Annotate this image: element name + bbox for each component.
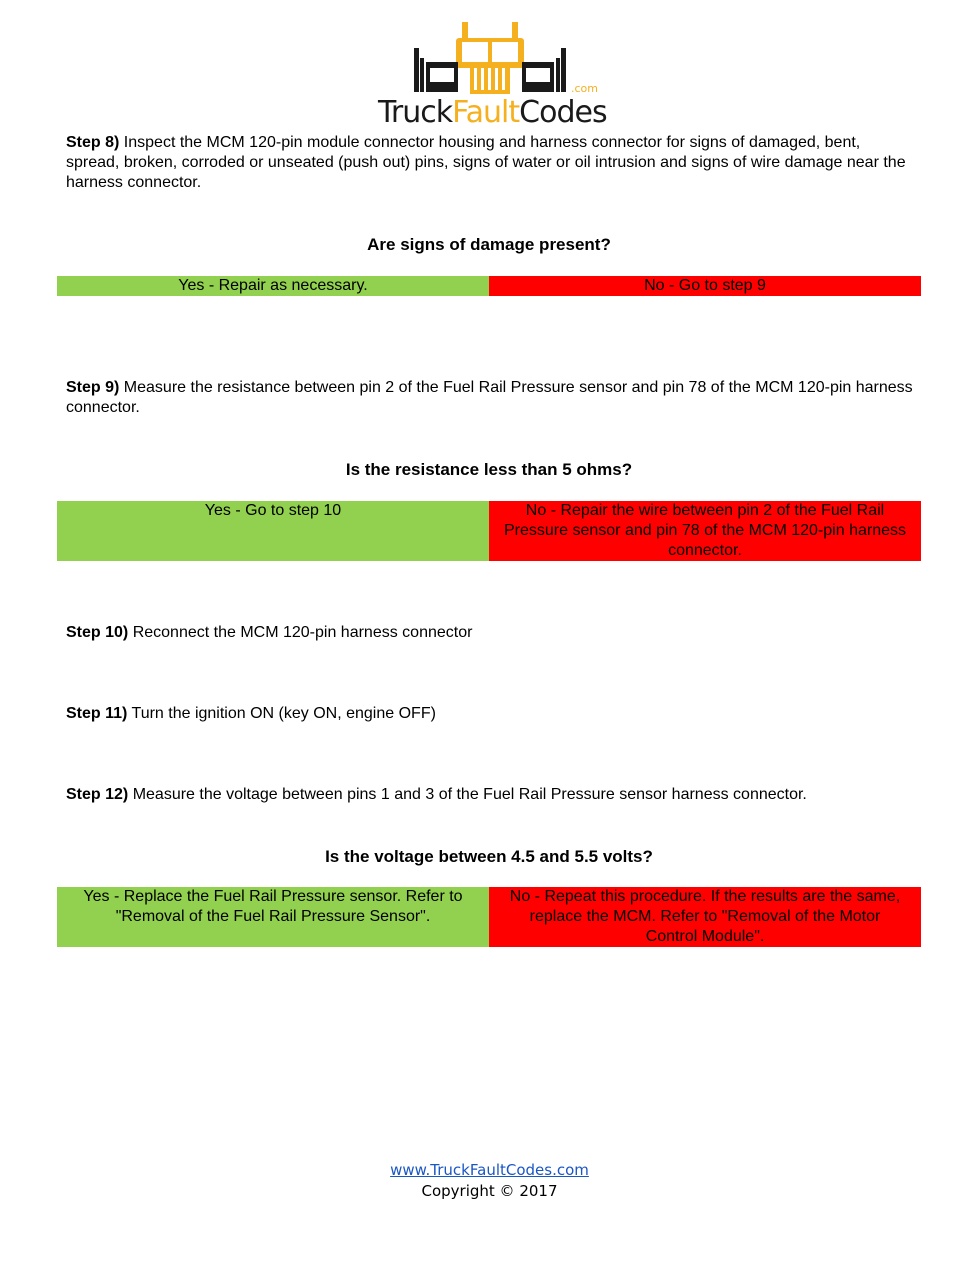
step-label: Step 8) — [66, 134, 120, 151]
step-text: Reconnect the MCM 120-pin harness connector — [132, 624, 473, 641]
step-11 — [66, 704, 916, 724]
question-voltage: Is the voltage between 4.5 and 5.5 volts? — [325, 847, 653, 866]
step-text: Measure the resistance between pin 2 of the Fuel Rail Pressure sensor and pin 78 of the MCM 120-pin harness connector. — [66, 379, 913, 416]
step-9 — [66, 378, 916, 418]
question-resistance: Is the resistance less than 5 ohms? — [345, 460, 633, 479]
step-label: Step 12) — [66, 786, 129, 803]
answer-no: No - Go to step 9 — [489, 276, 921, 296]
question-damage: Are signs of damage present? — [367, 235, 611, 254]
answer-row-damage — [57, 276, 921, 296]
step-text: Turn the ignition ON (key ON, engine OFF) — [131, 705, 436, 722]
truck-icon — [378, 18, 602, 98]
footer-copyright: Copyright © 2017 — [421, 1182, 558, 1200]
answer-yes: Yes - Repair as necessary. — [57, 276, 489, 296]
step-label: Step 10) — [66, 624, 129, 641]
step-12 — [66, 785, 916, 805]
logo-word-codes: Codes — [519, 95, 607, 130]
step-label: Step 9) — [66, 379, 120, 396]
step-8 — [66, 133, 916, 193]
step-10 — [66, 623, 916, 643]
logo-word-fault: Fault — [452, 95, 520, 130]
step-label: Step 11) — [66, 705, 128, 722]
answer-yes: Yes - Go to step 10 — [57, 501, 489, 561]
footer — [0, 1160, 979, 1202]
logo-wordmark — [378, 88, 607, 138]
logo-word-truck: Truck — [378, 95, 453, 130]
answer-no: No - Repair the wire between pin 2 of the Fuel Rail Pressure sensor and pin 78 of the MCM 120-pin harness connector. — [489, 501, 921, 561]
answer-row-resistance — [57, 501, 921, 561]
footer-website-link[interactable]: www.TruckFaultCodes.com — [390, 1161, 589, 1179]
answer-row-voltage — [57, 887, 921, 947]
step-text: Inspect the MCM 120-pin module connector housing and harness connector for signs of damaged, bent, spread, broken, corroded or unseated (push out) pins, signs of water or oil intrusion and signs of wire damage near the harness connector. — [66, 134, 906, 191]
logo-com-suffix: .com — [571, 82, 598, 95]
truckfaultcodes-logo — [378, 18, 607, 130]
answer-no: No - Repeat this procedure. If the results are the same, replace the MCM. Refer to "Removal of the Motor Control Module". — [489, 887, 921, 947]
answer-yes: Yes - Replace the Fuel Rail Pressure sensor. Refer to "Removal of the Fuel Rail Pressure Sensor". — [57, 887, 489, 947]
step-text: Measure the voltage between pins 1 and 3 of the Fuel Rail Pressure sensor harness connector. — [132, 786, 807, 803]
